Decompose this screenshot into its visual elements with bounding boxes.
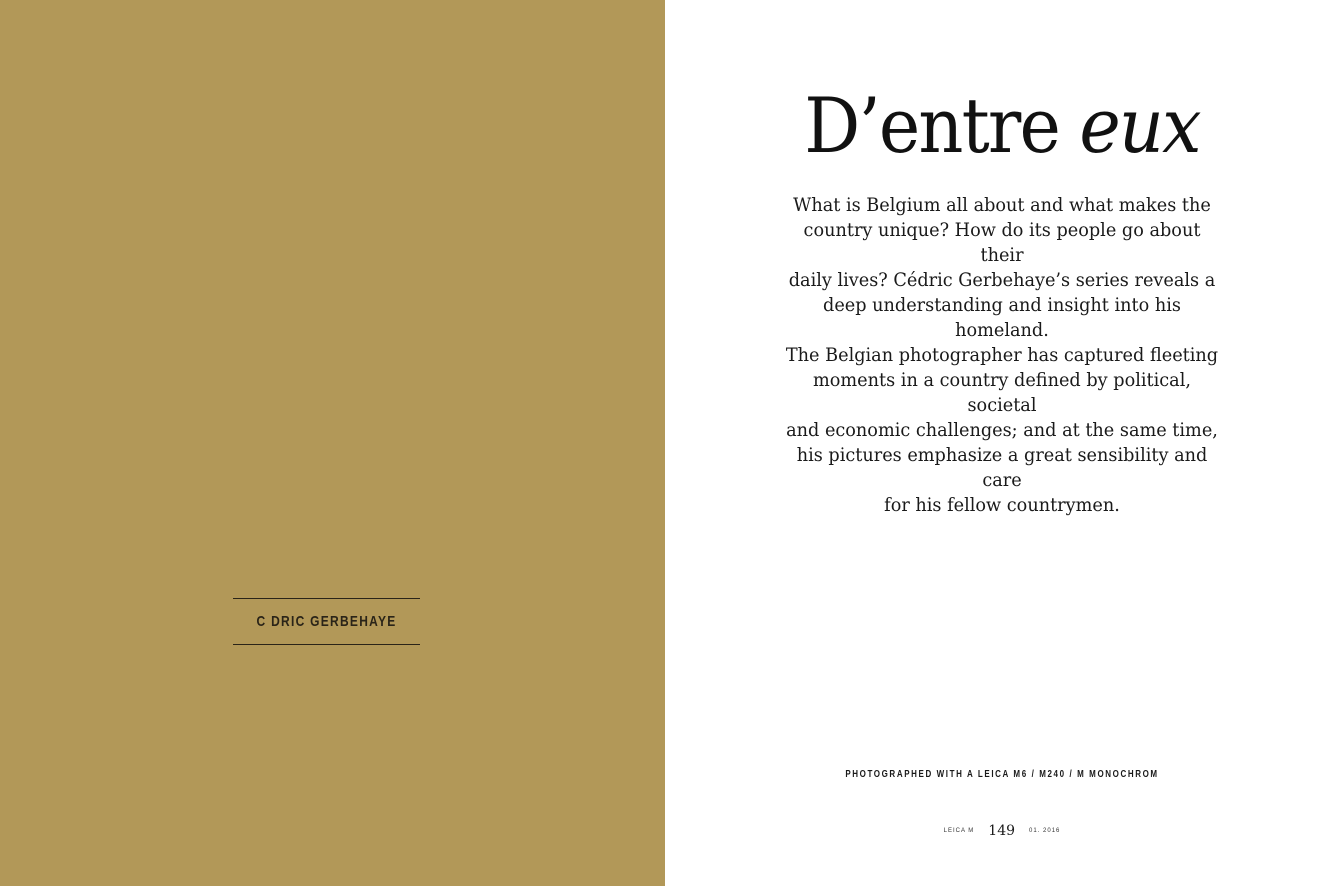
intro-line: The Belgian photographer has captured fleeting — [785, 344, 1219, 366]
right-page — [665, 0, 1329, 886]
camera-credit: PHOTOGRAPHED WITH A LEICA M6 / M240 / M MONOCHROM — [845, 769, 1159, 780]
intro-line: What is Belgium all about and what makes the — [793, 194, 1211, 216]
photographer-byline-box — [233, 598, 420, 645]
magazine-name: LEICA M — [943, 828, 975, 834]
intro-line: his pictures emphasize a great sensibility and care — [796, 444, 1208, 491]
page-number: 149 — [988, 823, 1016, 839]
intro-line: country unique? How do its people go about their — [803, 219, 1201, 266]
intro-line: moments in a country defined by political, societal — [813, 369, 1191, 416]
intro-line: daily lives? Cédric Gerbehaye’s series reveals a — [788, 269, 1216, 291]
intro-line: for his fellow countrymen. — [884, 494, 1120, 516]
article-title — [692, 76, 1312, 176]
intro-line: and economic challenges; and at the same time, — [786, 419, 1218, 441]
intro-line: deep understanding and insight into his homeland. — [823, 294, 1181, 341]
issue-date: 01. 2016 — [1029, 828, 1061, 834]
title-italic: eux — [1079, 81, 1200, 170]
photographer-byline: C DRIC GERBEHAYE — [256, 613, 397, 630]
page-folio — [665, 823, 1329, 839]
intro-paragraph — [782, 193, 1223, 518]
title-main: D’entre — [804, 81, 1080, 170]
